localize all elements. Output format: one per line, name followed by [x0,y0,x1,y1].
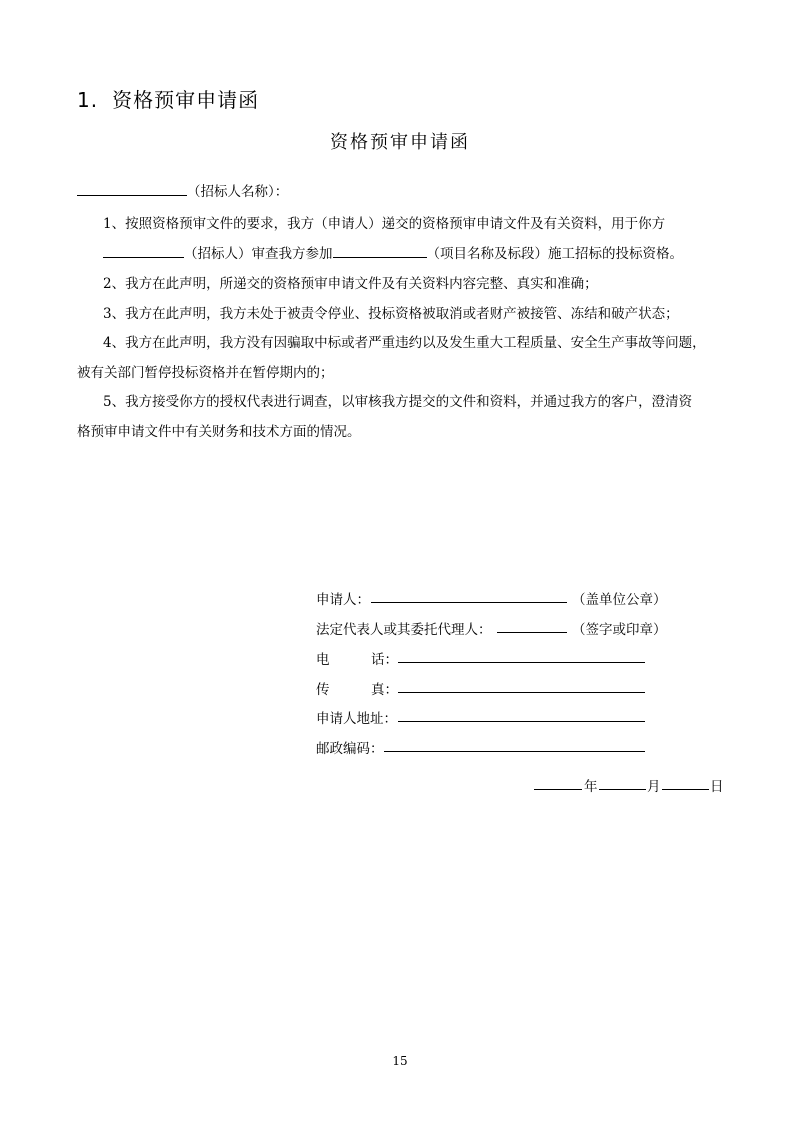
paragraph-1-line-2 [103,242,683,262]
paragraph-1-line-1: 1、按照资格预审文件的要求，我方（申请人）递交的资格预审申请文件及有关资料，用于你方 [103,216,666,232]
paragraph-2: 2、我方在此声明，所递交的资格预审申请文件及有关资料内容完整、真实和准确； [103,276,598,292]
applicant-label: 申请人： [316,592,370,608]
section-number: 1. [77,88,99,112]
year-blank[interactable] [534,788,582,790]
legal-rep-blank[interactable] [497,631,567,633]
paragraph-1-text-a: （招标人）审查我方参加 [184,246,333,262]
day-label: 日 [710,779,724,795]
year-label: 年 [584,779,598,795]
day-blank[interactable] [662,788,709,790]
phone-label-2: 话： [371,652,398,668]
addressee-suffix: （招标人名称）： [187,184,289,200]
address-blank[interactable] [398,720,645,722]
fax-label-2: 真： [371,682,398,698]
paragraph-5-line-2: 格预审申请文件中有关财务和技术方面的情况。 [77,424,361,440]
paragraph-3: 3、我方在此声明，我方未处于被责令停业、投标资格被取消或者财产被接管、冻结和破产状态； [103,306,679,322]
legal-rep-label: 法定代表人或其委托代理人： [316,622,492,638]
paragraph-4-line-1: 4、我方在此声明，我方没有因骗取中标或者严重违约以及发生重大工程质量、安全生产事故等问题， [103,335,706,351]
phone-label-1: 电 [316,652,330,668]
paragraph-4-line-2: 被有关部门暂停投标资格并在暂停期内的； [77,365,334,381]
applicant-blank[interactable] [371,601,567,603]
section-heading-text: 资格预审申请函 [112,88,260,112]
applicant-note: （盖单位公章） [572,592,667,608]
month-blank[interactable] [599,788,646,790]
phone-blank[interactable] [398,661,645,663]
address-label: 申请人地址： [316,711,397,727]
paragraph-5-line-1: 5、我方接受你方的授权代表进行调查，以审核我方提交的文件和资料，并通过我方的客户，澄清资 [103,394,693,410]
postcode-label: 邮政编码： [316,741,384,757]
tenderer-blank[interactable] [103,245,184,258]
project-blank[interactable] [333,245,427,258]
legal-rep-note: （签字或印章） [572,622,667,638]
addressee-blank[interactable] [77,183,187,196]
paragraph-1-text-b: （项目名称及标段）施工招标的投标资格。 [426,246,683,262]
month-label: 月 [647,779,661,795]
page-number: 15 [392,1054,408,1068]
addressee-line [77,180,288,200]
document-title: 资格预审申请函 [330,132,470,153]
section-heading [77,84,259,113]
postcode-blank[interactable] [384,750,645,752]
fax-blank[interactable] [398,691,645,693]
fax-label-1: 传 [316,682,330,698]
